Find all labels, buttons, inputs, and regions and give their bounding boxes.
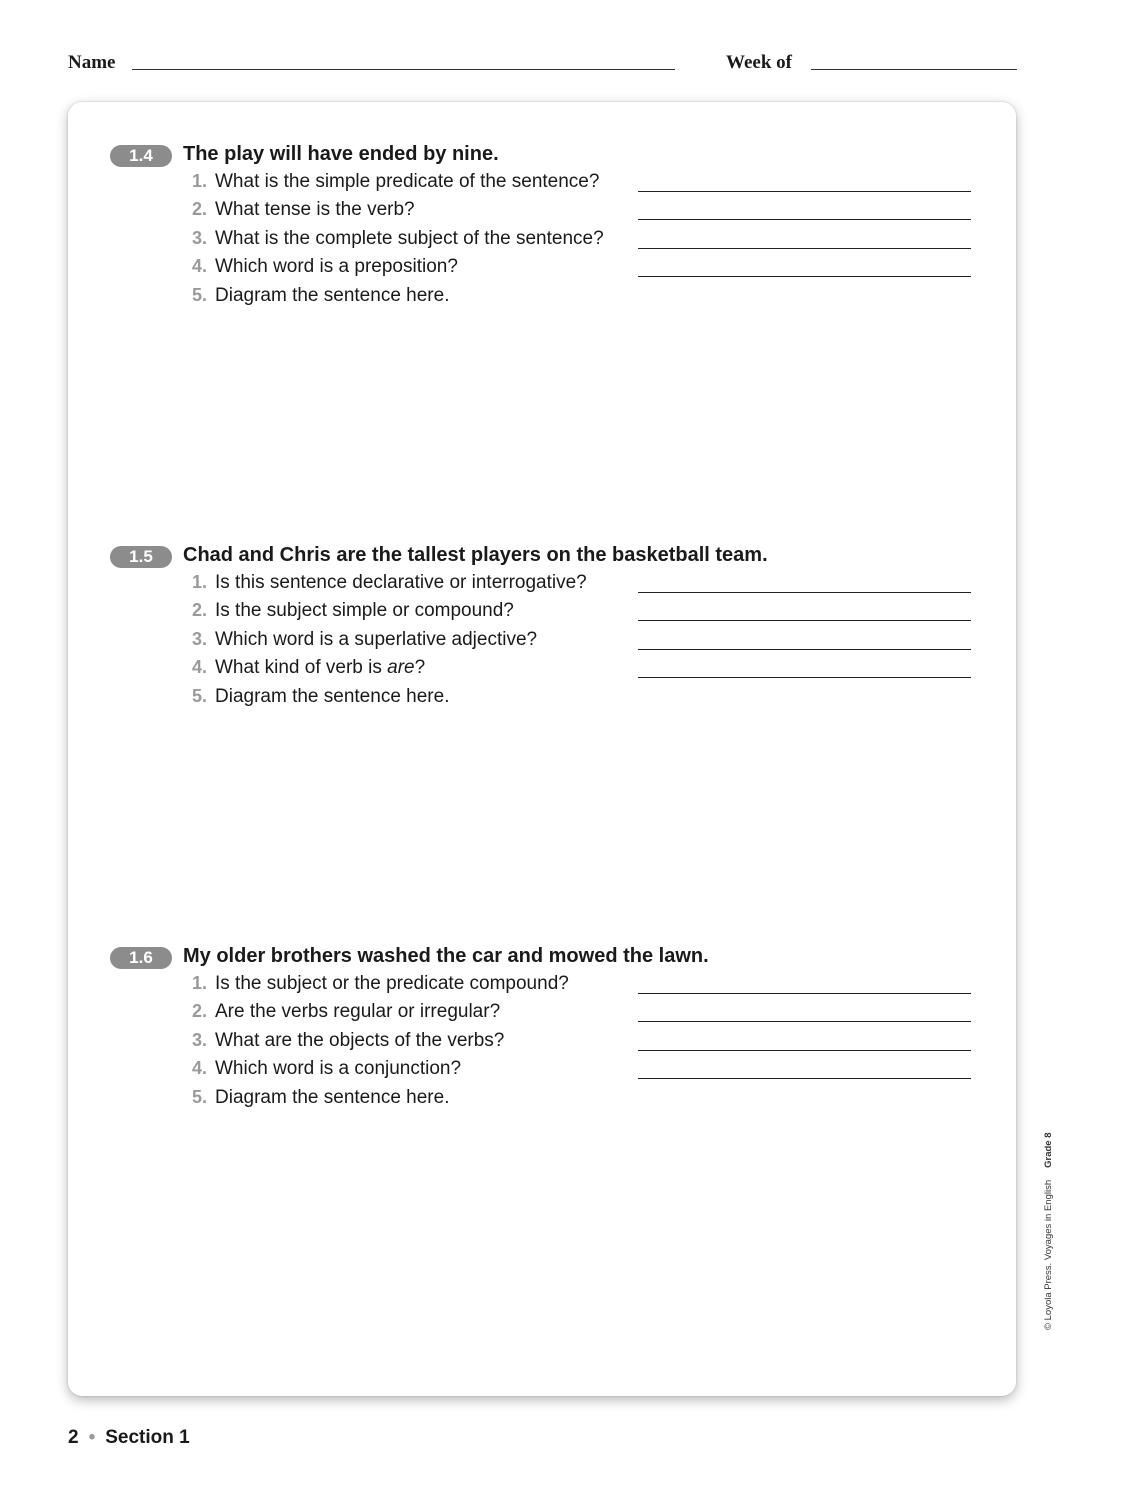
question-row (183, 1058, 983, 1086)
page-number: 2 (68, 1427, 79, 1448)
question-number: 2. (191, 199, 207, 219)
question-text-end: ? (414, 657, 426, 678)
question-text: Are the verbs regular or irregular? (215, 1001, 501, 1022)
name-label: Name (68, 52, 116, 73)
question-row (183, 171, 983, 199)
question-row (183, 686, 983, 714)
question-text: Diagram the sentence here. (215, 686, 450, 707)
question-number: 4. (191, 657, 207, 677)
question-number: 3. (191, 1030, 207, 1050)
name-field[interactable] (132, 69, 675, 70)
question-row (183, 572, 983, 600)
question-number: 5. (191, 1087, 207, 1107)
question-number: 5. (191, 686, 207, 706)
exercise-badge: 1.6 (110, 947, 172, 969)
question-row (183, 285, 983, 313)
exercise-sentence: The play will have ended by nine. (183, 143, 499, 165)
answer-line[interactable] (638, 620, 971, 621)
question-text: Is the subject simple or compound? (215, 600, 514, 621)
question-row (183, 228, 983, 256)
question-text: Which word is a superlative adjective? (215, 629, 538, 650)
question-text: Which word is a preposition? (215, 256, 458, 277)
question-number: 4. (191, 1058, 207, 1078)
question-text: What tense is the verb? (215, 199, 415, 220)
exercise-badge: 1.4 (110, 145, 172, 167)
question-number: 1. (191, 171, 207, 191)
question-number: 5. (191, 285, 207, 305)
answer-line[interactable] (638, 191, 971, 192)
answer-line[interactable] (638, 677, 971, 678)
answer-line[interactable] (638, 649, 971, 650)
week-of-label: Week of (726, 52, 792, 73)
question-number: 4. (191, 256, 207, 276)
copyright-side-text (1043, 1132, 1054, 1330)
question-row (183, 973, 983, 1001)
answer-line[interactable] (638, 276, 971, 277)
answer-line[interactable] (638, 592, 971, 593)
question-number: 3. (191, 629, 207, 649)
italic-verb: are (387, 657, 415, 678)
question-row (183, 199, 983, 227)
question-text: What are the objects of the verbs? (215, 1030, 505, 1051)
copyright-text: © Loyola Press. Voyages in English (1043, 1179, 1054, 1330)
question-text: Diagram the sentence here. (215, 285, 450, 306)
week-of-field[interactable] (811, 69, 1017, 70)
question-number: 1. (191, 572, 207, 592)
question-row (183, 657, 983, 685)
question-row (183, 629, 983, 657)
page-footer (68, 1427, 190, 1449)
grade-label: Grade 8 (1043, 1132, 1054, 1168)
answer-line[interactable] (638, 219, 971, 220)
answer-line[interactable] (638, 248, 971, 249)
question-text: What is the simple predicate of the sentence? (215, 171, 600, 192)
answer-line[interactable] (638, 993, 971, 994)
question-row (183, 1030, 983, 1058)
question-text: Diagram the sentence here. (215, 1087, 450, 1108)
question-text (215, 657, 425, 679)
bullet-separator: • (88, 1427, 96, 1448)
question-number: 3. (191, 228, 207, 248)
answer-line[interactable] (638, 1050, 971, 1051)
question-text: Is the subject or the predicate compound? (215, 973, 569, 994)
answer-line[interactable] (638, 1021, 971, 1022)
question-number: 2. (191, 1001, 207, 1021)
answer-line[interactable] (638, 1078, 971, 1079)
question-row (183, 1087, 983, 1115)
question-text-start: What kind of verb is (215, 657, 388, 678)
question-number: 2. (191, 600, 207, 620)
question-number: 1. (191, 973, 207, 993)
exercise-sentence: My older brothers washed the car and mowed the lawn. (183, 945, 709, 967)
section-label: Section 1 (105, 1427, 190, 1448)
exercise-badge: 1.5 (110, 546, 172, 568)
question-row (183, 256, 983, 284)
question-text: Which word is a conjunction? (215, 1058, 462, 1079)
question-text: Is this sentence declarative or interrogative? (215, 572, 587, 593)
question-text: What is the complete subject of the sentence? (215, 228, 604, 249)
question-row (183, 600, 983, 628)
exercise-sentence: Chad and Chris are the tallest players on the basketball team. (183, 544, 768, 566)
question-row (183, 1001, 983, 1029)
